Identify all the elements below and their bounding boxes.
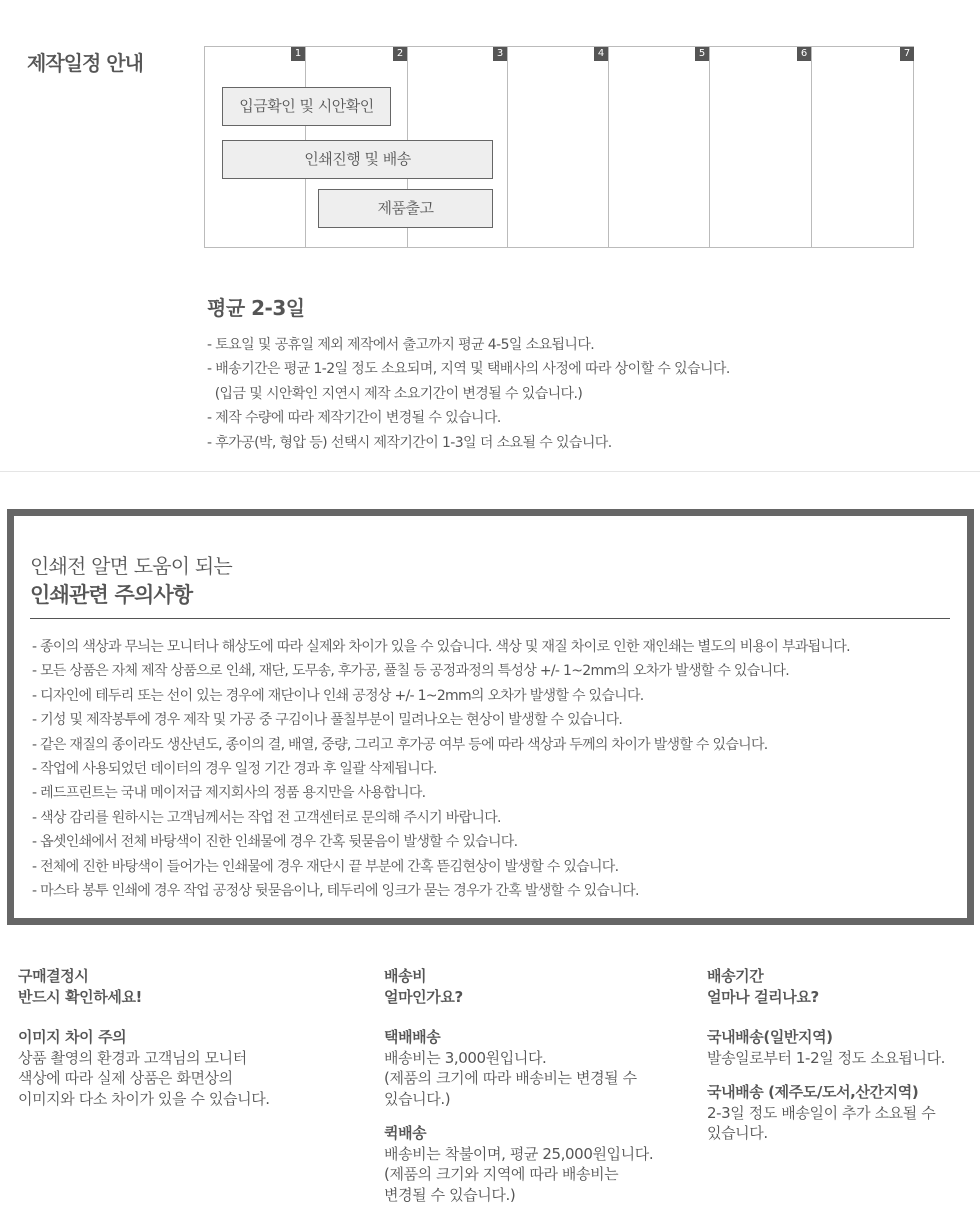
caution-item: - 옵셋인쇄에서 전체 바탕색이 진한 인쇄물에 경우 간혹 뒷묻음이 발생할 수 있습니다. (32, 834, 518, 851)
note-line: - 후가공(박, 형압 등) 선택시 제작기간이 1-3일 더 소요될 수 있습니다. (207, 434, 612, 451)
shipping-cost-heading: 배송비 (384, 967, 427, 985)
quick-delivery-text: (제품의 크기와 지역에 따라 배송비는 (384, 1165, 619, 1183)
caution-item: - 레드프린트는 국내 메이저급 제지회사의 정품 용지만을 사용합니다. (32, 785, 426, 802)
caution-subtitle: 인쇄전 알면 도움이 되는 (30, 554, 232, 578)
quick-delivery-heading: 퀵배송 (384, 1124, 427, 1142)
shipping-time-heading: 얼마나 걸리나요? (707, 987, 819, 1006)
caution-item: - 전체에 진한 바탕색이 들어가는 인쇄물에 경우 재단시 끝 부분에 간혹 뜯김현상이 발생할 수 있습니다. (32, 858, 619, 875)
day-column (508, 47, 609, 247)
parcel-delivery-text: (제품의 크기에 따라 배송비는 변경될 수 (384, 1069, 637, 1087)
caution-item: - 색상 감리를 원하시는 고객님께서는 작업 전 고객센터로 문의해 주시기 바랍니다. (32, 809, 501, 826)
note-line: - 배송기간은 평균 1-2일 정도 소요되며, 지역 및 택배사의 사정에 따라 상이할 수 있습니다. (207, 361, 730, 378)
caution-rule (30, 618, 950, 619)
purchase-info-column (18, 966, 270, 1109)
caution-item: - 디자인에 테두리 또는 선이 있는 경우에 재단이나 인쇄 공정상 +/- 1~2mm의 오차가 발생할 수 있습니다. (32, 687, 644, 704)
note-line: - 토요일 및 공휴일 제외 제작에서 출고까지 평균 4-5일 소요됩니다. (207, 337, 595, 353)
note-line: - 제작 수량에 따라 제작기간이 변경될 수 있습니다. (207, 410, 501, 427)
day-number: 1 (291, 47, 305, 61)
shipping-cost-column (384, 966, 653, 1205)
day-column (710, 47, 812, 247)
caution-item: - 기성 및 제작봉투에 경우 제작 및 가공 중 구김이나 풀칠부분이 밀려나오는 현상이 발생할 수 있습니다. (32, 712, 623, 729)
image-diff-heading: 이미지 차이 주의 (18, 1028, 127, 1046)
parcel-delivery-text: 배송비는 3,000원입니다. (384, 1048, 547, 1067)
schedule-title: 제작일정 안내 (27, 51, 143, 75)
schedule-grid (204, 46, 914, 248)
shipping-cost-heading: 얼마인가요? (384, 987, 463, 1006)
caution-item: - 같은 재질의 종이라도 생산년도, 종이의 결, 배열, 중량, 그리고 후가공 여부 등에 따라 색상과 두께의 차이가 발생할 수 있습니다. (32, 736, 768, 753)
domestic-general-text: 발송일로부터 1-2일 정도 소요됩니다. (707, 1048, 946, 1067)
section-divider (0, 471, 980, 472)
task-bar-printing-shipping: 인쇄진행 및 배송 (222, 140, 493, 179)
day-number: 5 (695, 47, 709, 61)
day-column (609, 47, 710, 247)
domestic-island-text: 있습니다. (707, 1124, 768, 1142)
day-number: 3 (493, 47, 507, 61)
purchase-text: 이미지와 다소 차이가 있을 수 있습니다. (18, 1089, 270, 1108)
caution-item: - 모든 상품은 자체 제작 상품으로 인쇄, 재단, 도무송, 후가공, 풀칠 등 공정과정의 특성상 +/- 1~2mm의 오차가 발생할 수 있습니다. (32, 663, 789, 680)
shipping-time-column (707, 966, 945, 1144)
task-bar-payment-proof: 입금확인 및 시안확인 (222, 87, 391, 126)
task-bar-release: 제품출고 (318, 189, 493, 228)
quick-delivery-text: 배송비는 착불이며, 평균 25,000원입니다. (384, 1144, 654, 1163)
caution-item: - 마스타 봉투 인쇄에 경우 작업 공정상 뒷묻음이나, 테두리에 잉크가 묻는 경우가 간혹 발생할 수 있습니다. (32, 883, 639, 900)
caution-list (32, 635, 850, 903)
quick-delivery-text: 변경될 수 있습니다.) (384, 1185, 516, 1204)
purchase-text: 색상에 따라 실제 상품은 화면상의 (18, 1069, 233, 1087)
average-title: 평균 2-3일 (207, 296, 305, 320)
parcel-delivery-heading: 택배배송 (384, 1028, 441, 1046)
domestic-island-heading: 국내배송 (제주도/도서,산간지역) (707, 1083, 919, 1101)
purchase-heading: 구매결정시 (18, 967, 89, 985)
domestic-general-heading: 국내배송(일반지역) (707, 1028, 833, 1046)
note-line: (입금 및 시안확인 지연시 제작 소요기간이 변경될 수 있습니다.) (207, 385, 583, 402)
day-number: 2 (393, 47, 407, 61)
day-number: 6 (797, 47, 811, 61)
caution-item: - 작업에 사용되었던 데이터의 경우 일정 기간 경과 후 일괄 삭제됩니다. (32, 761, 437, 778)
domestic-island-text: 2-3일 정도 배송일이 추가 소요될 수 (707, 1103, 936, 1122)
purchase-heading: 반드시 확인하세요! (18, 987, 142, 1006)
parcel-delivery-text: 있습니다.) (384, 1089, 451, 1108)
purchase-text: 상품 촬영의 환경과 고객님의 모니터 (18, 1048, 247, 1067)
shipping-time-heading: 배송기간 (707, 967, 764, 985)
day-column (812, 47, 914, 247)
schedule-notes (207, 333, 730, 455)
caution-title: 인쇄관련 주의사항 (30, 583, 193, 607)
caution-item: - 종이의 색상과 무늬는 모니터나 해상도에 따라 실제와 차이가 있을 수 있습니다. 색상 및 재질 차이로 인한 재인쇄는 별도의 비용이 부과됩니다. (32, 639, 850, 655)
day-number: 4 (594, 47, 608, 61)
day-number: 7 (900, 47, 914, 61)
